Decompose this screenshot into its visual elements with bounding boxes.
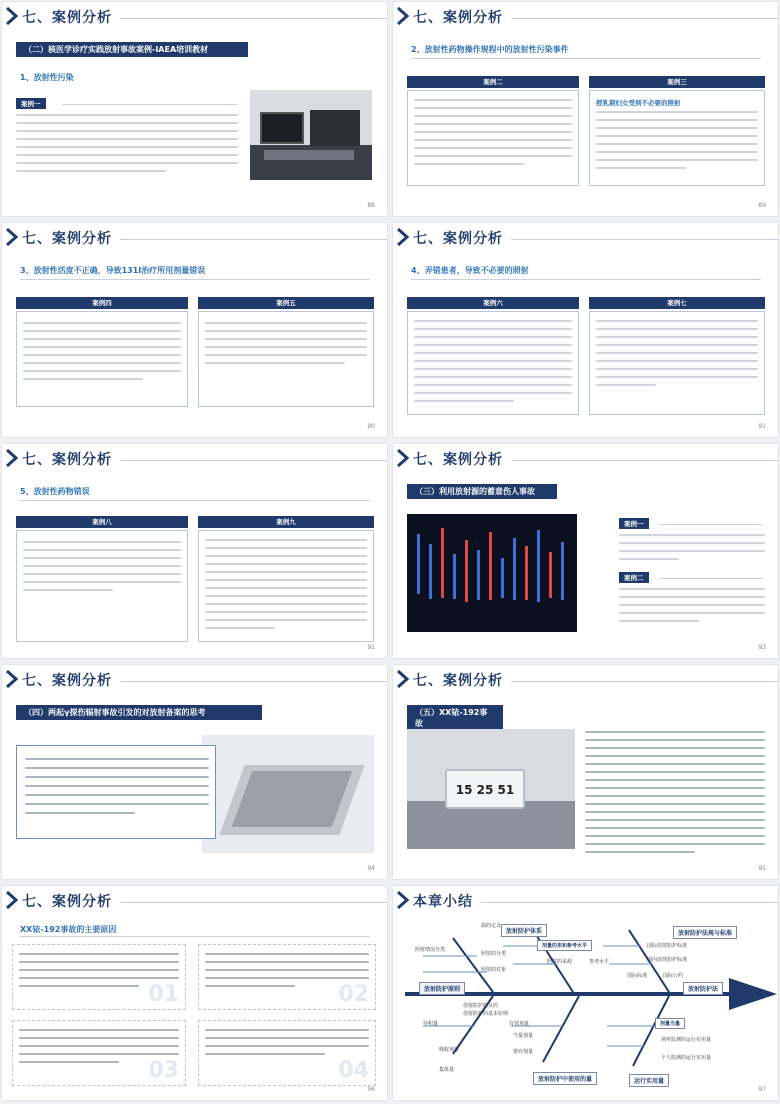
section-banner: （四）两起γ探伤辐射事故引发的对放射备案的思考 xyxy=(16,705,262,720)
page-number: 97 xyxy=(758,1086,766,1093)
fishbone-label: 个人监测的运行实用量 xyxy=(661,1055,712,1061)
case-box xyxy=(589,90,765,186)
slide-93 xyxy=(393,444,778,658)
case-tag: 案例二 xyxy=(619,572,649,583)
fishbone-label: 国际放射防护标准 xyxy=(647,943,688,949)
page-number: 91 xyxy=(758,423,766,430)
case-header: 案例四 xyxy=(16,297,188,309)
slide-91 xyxy=(393,223,778,437)
subtitle: 3、放射性活度不正确，导致131I治疗所用剂量错误 xyxy=(20,266,206,275)
fishbone-label: 放射防护的基本原则 xyxy=(463,1011,509,1017)
slide-95 xyxy=(393,665,778,879)
case-box xyxy=(16,311,188,407)
slide-header xyxy=(393,223,778,253)
case-header: 案例七 xyxy=(589,297,765,309)
page-number: 90 xyxy=(367,423,375,430)
chevron-icon xyxy=(6,891,18,909)
fishbone-label: 照射的来源 xyxy=(547,959,573,965)
chevron-icon xyxy=(397,228,409,246)
section-title: 七、案例分析 xyxy=(413,231,503,247)
section-title: 七、案例分析 xyxy=(22,231,112,247)
case-header: 案例六 xyxy=(407,297,579,309)
section-title: 七、案例分析 xyxy=(22,894,112,910)
page-number: 95 xyxy=(758,865,766,872)
slide-header xyxy=(2,886,387,916)
chapter-summary-title: 本章小结 xyxy=(413,894,473,910)
desk-photo xyxy=(250,90,372,180)
fishbone-node: 放射防护原则 xyxy=(419,982,465,995)
laptop-photo xyxy=(202,735,374,853)
section-title: 七、案例分析 xyxy=(22,673,112,689)
fishbone-label: 源的定义 xyxy=(481,923,502,929)
reason-number: 01 xyxy=(148,982,179,1007)
reason-number: 02 xyxy=(338,982,369,1007)
fishbone-label: 吸收剂量 xyxy=(439,1047,460,1053)
reason-box xyxy=(12,1020,186,1086)
page-number: 88 xyxy=(367,202,375,209)
fishbone-node: 放射防护体系 xyxy=(501,924,547,937)
reason-number: 04 xyxy=(338,1058,369,1083)
case-tag: 案例一 xyxy=(16,98,46,109)
slide-header xyxy=(393,444,778,474)
subtitle: XX铱-192事故的主要原因 xyxy=(20,925,117,934)
section-banner: （二）核医学诊疗实践放射事故案例-IAEA培训教材 xyxy=(16,42,248,57)
case-tag: 案例一 xyxy=(619,518,649,529)
fishbone-node: 放射防护法规与标准 xyxy=(673,926,737,939)
slide-92 xyxy=(2,444,387,658)
slide-header xyxy=(2,665,387,695)
section-title: 七、案例分析 xyxy=(413,10,503,26)
fishbone-label: 有效剂量 xyxy=(509,1021,530,1027)
section-title: 七、案例分析 xyxy=(413,673,503,689)
fishbone-label: 当量剂量 xyxy=(513,1033,534,1039)
fishbone-label: 国内放射防护标准 xyxy=(647,957,688,963)
case-header: 案例五 xyxy=(198,297,374,309)
fishbone-label: 国际公约 xyxy=(663,973,684,979)
fishbone-label: 照射的对象 xyxy=(481,967,507,973)
section-title: 七、案例分析 xyxy=(413,452,503,468)
page-number: 89 xyxy=(758,202,766,209)
case-box xyxy=(16,530,188,642)
section-title: 七、案例分析 xyxy=(22,10,112,26)
slide-90 xyxy=(2,223,387,437)
case-box xyxy=(407,90,579,186)
fishbone-label: 国际标准 xyxy=(627,973,648,979)
fishbone-label: 待积量 xyxy=(423,1021,439,1027)
fishbone-label: 场所监测的运行实用量 xyxy=(661,1037,712,1043)
slide-header xyxy=(393,665,778,695)
case-box xyxy=(198,530,374,642)
slide-97 xyxy=(393,886,778,1100)
data-screen-photo xyxy=(407,514,577,632)
chevron-icon xyxy=(397,449,409,467)
subtitle: 4、弄错患者，导致不必要的照射 xyxy=(411,266,529,275)
fishbone-label: 放射防护的目的 xyxy=(463,1003,499,1009)
slide-header xyxy=(2,444,387,474)
subtitle: 2、放射性药物操作规程中的放射性污染事件 xyxy=(411,45,569,54)
chevron-icon xyxy=(397,7,409,25)
fishbone-label: 照射情况分类 xyxy=(415,947,446,953)
fishbone-label: 器官剂量 xyxy=(513,1049,534,1055)
fishbone-node: 放射防护法 xyxy=(683,982,723,995)
chevron-icon xyxy=(6,228,18,246)
slide-89 xyxy=(393,2,778,216)
case-heading: 授乳期妇女受到不必要的照射 xyxy=(596,99,681,107)
fishbone-label: 集体量 xyxy=(439,1067,455,1073)
section-banner: （三）利用放射源的蓄意伤人事故 xyxy=(407,484,557,499)
reason-number: 03 xyxy=(148,1058,179,1083)
case-header: 案例八 xyxy=(16,516,188,528)
summary-box xyxy=(16,745,216,839)
page-number: 93 xyxy=(758,644,766,651)
slide-header xyxy=(2,223,387,253)
reason-box xyxy=(198,944,376,1010)
clock-display: 15 25 51 xyxy=(445,769,525,809)
case-header: 案例二 xyxy=(407,76,579,88)
slide-94 xyxy=(2,665,387,879)
slide-header xyxy=(2,2,387,32)
fishbone-label: 照射的分类 xyxy=(481,951,507,957)
slide-88 xyxy=(2,2,387,216)
fishbone-node: 运行实用量 xyxy=(629,1074,669,1087)
page-number: 96 xyxy=(367,1086,375,1093)
case-header: 案例三 xyxy=(589,76,765,88)
chevron-icon xyxy=(6,7,18,25)
reason-box xyxy=(12,944,186,1010)
chevron-icon xyxy=(6,670,18,688)
reason-box xyxy=(198,1020,376,1086)
section-banner: （五）XX铱-192事故 xyxy=(407,705,503,731)
fishbone-node: 剂量的来和参考水平 xyxy=(537,940,592,951)
page-number: 92 xyxy=(367,644,375,651)
case-box xyxy=(589,311,765,415)
section-title: 七、案例分析 xyxy=(22,452,112,468)
subtitle: 1、放射性污染 xyxy=(20,73,74,82)
clock-desk-photo xyxy=(407,729,575,849)
case-box xyxy=(407,311,579,415)
case-box xyxy=(198,311,374,407)
chevron-icon xyxy=(6,449,18,467)
subtitle: 5、放射性药物错误 xyxy=(20,487,90,496)
page-number: 94 xyxy=(367,865,375,872)
fishbone-node: 放射防护中使用的量 xyxy=(533,1072,597,1085)
chevron-icon xyxy=(397,670,409,688)
fishbone-node: 剂量当量 xyxy=(655,1018,685,1029)
case-header: 案例九 xyxy=(198,516,374,528)
fishbone-label: 参考水平 xyxy=(589,959,610,965)
slide-96 xyxy=(2,886,387,1100)
slide-header xyxy=(393,2,778,32)
